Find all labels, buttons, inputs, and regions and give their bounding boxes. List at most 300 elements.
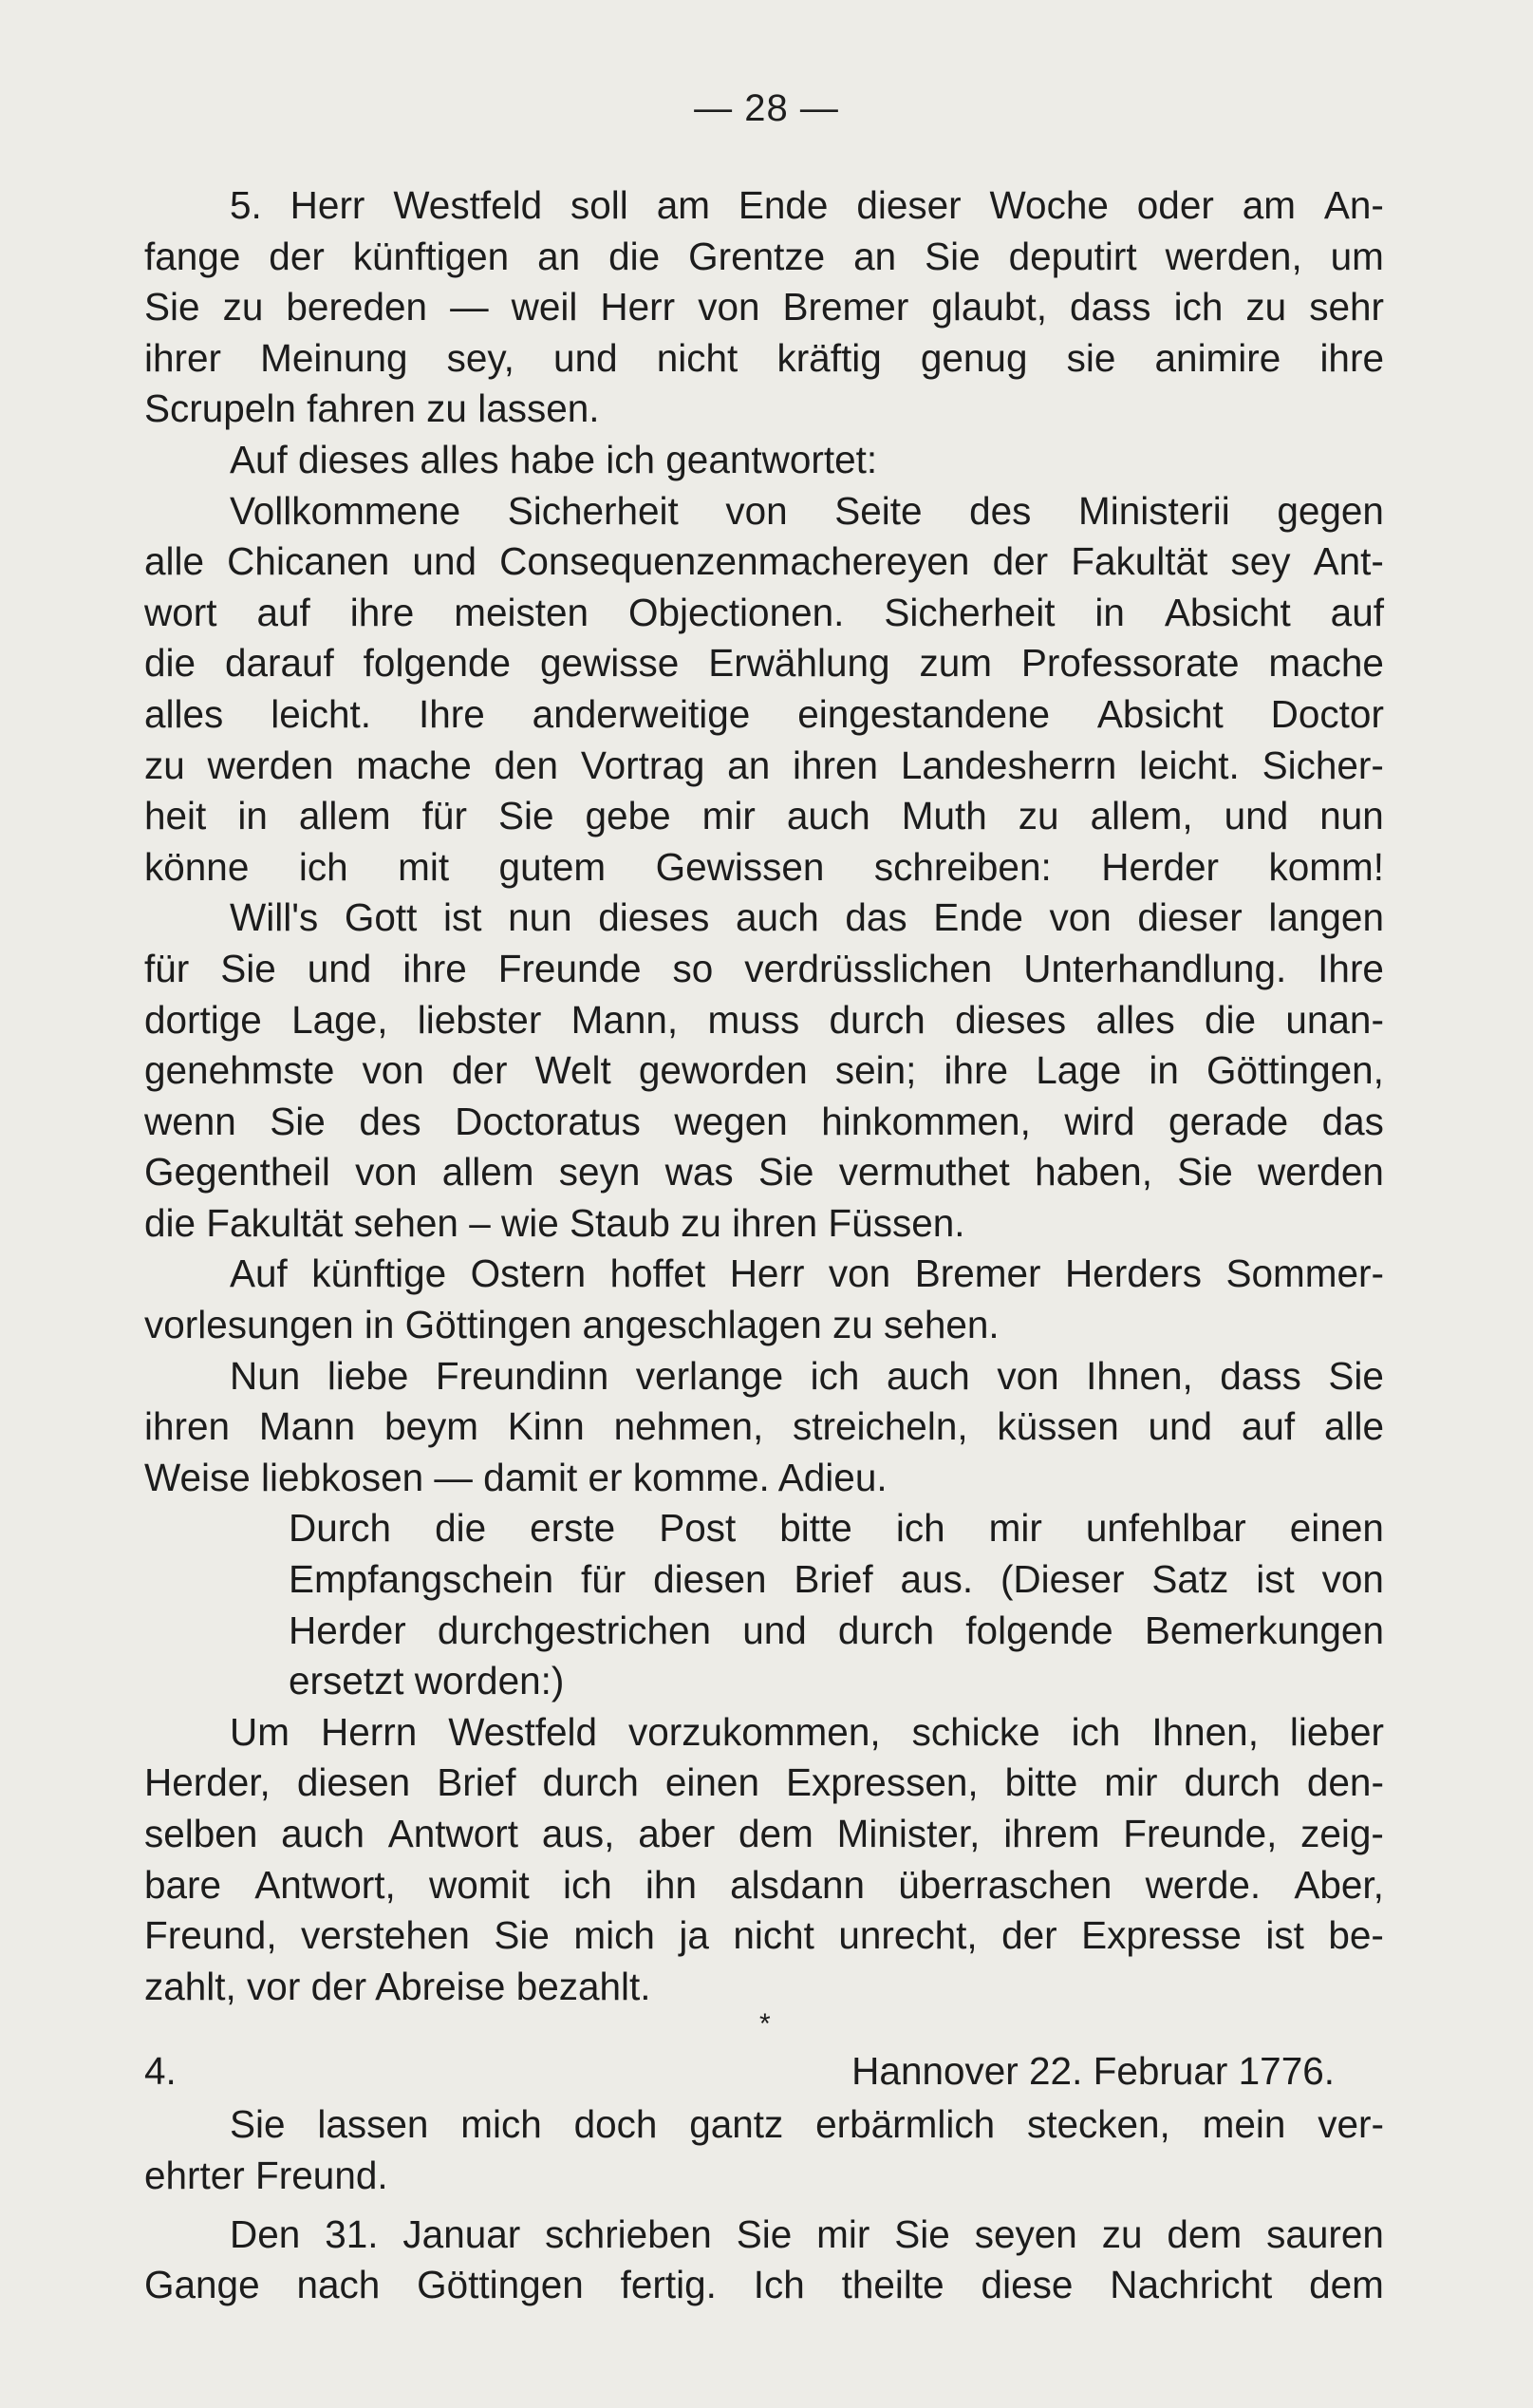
word: auch bbox=[281, 1812, 365, 1855]
word: Ihre bbox=[418, 691, 485, 736]
word: Sie bbox=[220, 946, 276, 990]
word: kräftig bbox=[776, 335, 882, 380]
word: leicht. bbox=[271, 691, 372, 736]
word: Vortrag bbox=[580, 743, 705, 787]
word: Ende bbox=[933, 895, 1023, 940]
text-line bbox=[144, 588, 1384, 639]
text-line bbox=[144, 180, 1384, 232]
word: Herder bbox=[289, 1608, 406, 1652]
word: Seite bbox=[834, 488, 923, 533]
word: allem bbox=[298, 794, 391, 838]
word: (Dieser bbox=[1000, 1557, 1125, 1602]
word: Ich bbox=[753, 2263, 805, 2307]
word: schreiben: bbox=[873, 844, 1052, 889]
word: fertig. bbox=[620, 2263, 717, 2307]
word: seyen bbox=[974, 2211, 1077, 2256]
word: werde. bbox=[1145, 1862, 1262, 1907]
word: dieses bbox=[598, 895, 710, 940]
word: mir bbox=[988, 1506, 1042, 1551]
word: wenn bbox=[144, 1099, 236, 1143]
word: ich bbox=[895, 1506, 945, 1551]
word: Kinn bbox=[507, 1404, 585, 1449]
word: Erwählung bbox=[708, 641, 890, 686]
word: dass bbox=[1069, 285, 1151, 329]
text-line bbox=[144, 791, 1384, 842]
word: stecken, bbox=[1026, 2102, 1170, 2147]
word: Westfeld bbox=[393, 183, 543, 227]
word: ja bbox=[679, 1913, 709, 1958]
word: und bbox=[553, 335, 618, 380]
word: zu bbox=[1245, 285, 1287, 329]
word: mein bbox=[1202, 2102, 1286, 2147]
word: und bbox=[742, 1608, 807, 1652]
word: allem, bbox=[1090, 794, 1193, 838]
paragraph-januar bbox=[144, 2210, 1384, 2311]
word: Woche bbox=[989, 183, 1109, 227]
word: Herr bbox=[600, 285, 676, 329]
word: nicht bbox=[656, 335, 738, 380]
text-line bbox=[144, 1351, 1384, 1402]
word: in bbox=[1094, 590, 1125, 634]
word: unfehlbar bbox=[1085, 1506, 1246, 1551]
word: muss bbox=[707, 997, 800, 1042]
text-line: ersetzt worden:) bbox=[289, 1659, 565, 1703]
word: oder bbox=[1136, 183, 1214, 227]
word: Ant- bbox=[1313, 539, 1384, 584]
word: nach bbox=[296, 2263, 381, 2307]
word: lassen bbox=[317, 2102, 429, 2147]
word: diese bbox=[981, 2263, 1074, 2307]
paragraph-wills-gott bbox=[144, 893, 1384, 1249]
word: an bbox=[853, 234, 897, 278]
word: Bremer bbox=[782, 285, 909, 329]
word: Westfeld bbox=[448, 1709, 598, 1754]
word: sie bbox=[1066, 335, 1116, 380]
word: nicht bbox=[733, 1913, 814, 1958]
word: aus, bbox=[541, 1812, 615, 1855]
word: diesen bbox=[296, 1760, 411, 1805]
paragraph-freundinn bbox=[144, 1351, 1384, 1504]
word: mich bbox=[460, 2102, 542, 2147]
word: Sicherheit bbox=[884, 590, 1056, 634]
word: langen bbox=[1268, 895, 1384, 940]
word: Göttingen, bbox=[1206, 1048, 1384, 1093]
word: Gott bbox=[344, 895, 418, 940]
word: Ihnen, bbox=[1151, 1709, 1259, 1754]
word: alsdann bbox=[730, 1862, 866, 1907]
paragraph-westfeld bbox=[144, 1707, 1384, 2013]
word: wird bbox=[1064, 1099, 1135, 1143]
paragraph-stecken bbox=[144, 2099, 1384, 2201]
word: streicheln, bbox=[793, 1404, 968, 1449]
word: Sie bbox=[1328, 1353, 1384, 1398]
text-line: Auf dieses alles habe ich geantwortet: bbox=[230, 437, 878, 481]
word: die bbox=[435, 1506, 487, 1551]
word: be- bbox=[1328, 1913, 1384, 1958]
word: Sie bbox=[144, 285, 200, 329]
word: Ihre bbox=[1318, 946, 1384, 990]
word: ich bbox=[1173, 285, 1224, 329]
word: Göttingen bbox=[417, 2263, 584, 2307]
text-line bbox=[144, 842, 1384, 894]
text-line bbox=[144, 1860, 1384, 1911]
word: der bbox=[1001, 1913, 1057, 1958]
word: gerade bbox=[1168, 1099, 1289, 1143]
word: auf bbox=[1330, 590, 1384, 634]
word: vermuthet bbox=[838, 1150, 1010, 1195]
word: um bbox=[1330, 234, 1384, 278]
word: Welt bbox=[534, 1048, 611, 1093]
word: Sie bbox=[497, 794, 554, 838]
word: Herder, bbox=[144, 1760, 271, 1805]
word: eingestandene bbox=[797, 691, 1050, 736]
text-line: ehrter Freund. bbox=[144, 2153, 388, 2197]
word: gewisse bbox=[539, 641, 680, 686]
word: Gewissen bbox=[655, 844, 825, 889]
word: Freunde, bbox=[1123, 1812, 1278, 1855]
word: folgende bbox=[363, 641, 512, 686]
word: den- bbox=[1306, 1760, 1384, 1805]
word: Nachricht bbox=[1110, 2263, 1273, 2307]
word: mir bbox=[816, 2211, 870, 2256]
word: zu bbox=[144, 743, 185, 787]
word: Bremer bbox=[914, 1251, 1041, 1296]
letter-place-date: Hannover 22. Februar 1776. bbox=[851, 2049, 1335, 2094]
word: — bbox=[450, 285, 489, 329]
word: von bbox=[1049, 895, 1112, 940]
word: Sie bbox=[230, 2102, 286, 2147]
word: Expresse bbox=[1081, 1913, 1242, 1958]
word: Sie bbox=[894, 2211, 950, 2256]
word: und bbox=[1224, 794, 1289, 838]
text-line bbox=[144, 282, 1384, 333]
word: könne bbox=[144, 844, 250, 889]
word: ich bbox=[1071, 1709, 1121, 1754]
word: gantz bbox=[689, 2102, 784, 2147]
word: Muth bbox=[901, 794, 987, 838]
paragraph-reply bbox=[144, 486, 1384, 894]
word: zu bbox=[1101, 2211, 1143, 2256]
word: dortige bbox=[144, 997, 262, 1042]
word: einen bbox=[664, 1760, 759, 1805]
word: Den bbox=[230, 2211, 301, 2256]
word: Expressen, bbox=[786, 1760, 979, 1805]
word: zum bbox=[919, 641, 992, 686]
word: Brief bbox=[437, 1760, 516, 1805]
word: die bbox=[608, 234, 661, 278]
word: weil bbox=[511, 285, 578, 329]
word: und bbox=[412, 539, 477, 584]
word: von bbox=[1321, 1557, 1384, 1602]
word: 5. bbox=[230, 183, 262, 227]
word: Mann bbox=[258, 1404, 356, 1449]
word: Januar bbox=[402, 2211, 521, 2256]
word: mir bbox=[1104, 1760, 1158, 1805]
word: ihre bbox=[349, 590, 415, 634]
word: zu bbox=[222, 285, 264, 329]
word: von bbox=[698, 285, 760, 329]
word: Will's bbox=[230, 895, 319, 940]
word: durch bbox=[542, 1760, 639, 1805]
word: Satz bbox=[1151, 1557, 1229, 1602]
word: mir bbox=[701, 794, 756, 838]
word: vorzukommen, bbox=[628, 1709, 881, 1754]
word: durch bbox=[829, 997, 925, 1042]
text-line bbox=[144, 638, 1384, 689]
word: ist bbox=[1256, 1557, 1295, 1602]
word: alle bbox=[144, 539, 205, 584]
word: sein; bbox=[834, 1048, 917, 1093]
word: Mann, bbox=[570, 997, 679, 1042]
word: ihre bbox=[1319, 335, 1384, 380]
word: verdrüsslichen bbox=[744, 946, 993, 990]
word: werden bbox=[1258, 1150, 1384, 1195]
word: werden, bbox=[1165, 234, 1302, 278]
word: Aber, bbox=[1294, 1862, 1384, 1907]
word: meisten bbox=[454, 590, 589, 634]
word: von bbox=[997, 1353, 1059, 1398]
word: selben bbox=[144, 1812, 258, 1855]
word: mit bbox=[398, 844, 450, 889]
word: Sie bbox=[1177, 1150, 1233, 1195]
word: nun bbox=[508, 895, 572, 940]
word: Unterhandlung. bbox=[1023, 946, 1287, 990]
word: bitte bbox=[1004, 1760, 1078, 1805]
word: werden bbox=[207, 743, 334, 787]
word: schrieben bbox=[545, 2211, 712, 2256]
word: der bbox=[992, 539, 1049, 584]
text-line bbox=[144, 893, 1384, 944]
word: Freundinn bbox=[435, 1353, 609, 1398]
text-line bbox=[144, 1045, 1384, 1097]
word: sehr bbox=[1309, 285, 1384, 329]
word: lieber bbox=[1289, 1709, 1384, 1754]
word: das bbox=[845, 895, 907, 940]
word: einen bbox=[1289, 1506, 1384, 1551]
word: Auf bbox=[230, 1251, 288, 1296]
word: mache bbox=[356, 743, 472, 787]
word: Landesherrn bbox=[900, 743, 1117, 787]
word: theilte bbox=[841, 2263, 944, 2307]
letter-header bbox=[144, 2046, 1384, 2099]
word: dem bbox=[1309, 2263, 1384, 2307]
word: gegen bbox=[1277, 488, 1384, 533]
text-line bbox=[144, 2099, 1384, 2151]
word: der bbox=[269, 234, 325, 278]
word: Herder bbox=[1101, 844, 1219, 889]
word: so bbox=[672, 946, 714, 990]
text-line bbox=[144, 1249, 1384, 1300]
word: hinkommen, bbox=[821, 1099, 1031, 1143]
word: gutem bbox=[498, 844, 607, 889]
text-line bbox=[144, 232, 1384, 283]
word: ich bbox=[810, 1353, 860, 1398]
word: Freund, bbox=[144, 1913, 277, 1958]
word: nehmen, bbox=[613, 1404, 764, 1449]
word: künftige bbox=[311, 1251, 447, 1296]
word: Vollkommene bbox=[230, 488, 461, 533]
word: die bbox=[1205, 997, 1257, 1042]
word: bereden bbox=[286, 285, 428, 329]
text-line bbox=[144, 944, 1384, 995]
word: bitte bbox=[779, 1506, 852, 1551]
word: an bbox=[537, 234, 581, 278]
word: ihren bbox=[144, 1404, 231, 1449]
word: dieser bbox=[856, 183, 962, 227]
word: ist bbox=[442, 895, 482, 940]
word: ihren bbox=[793, 743, 879, 787]
word: haben, bbox=[1035, 1150, 1152, 1195]
word: sey bbox=[1230, 539, 1291, 584]
word: erste bbox=[530, 1506, 616, 1551]
paragraph-ostern bbox=[144, 1249, 1384, 1350]
word: für bbox=[144, 946, 190, 990]
word: Absicht bbox=[1096, 691, 1224, 736]
word: auch bbox=[886, 1353, 970, 1398]
word: beym bbox=[383, 1404, 478, 1449]
word: des bbox=[969, 488, 1032, 533]
word: Herr bbox=[729, 1251, 805, 1296]
word: Ministerii bbox=[1077, 488, 1230, 533]
word: Herrn bbox=[320, 1709, 418, 1754]
text-line bbox=[144, 741, 1384, 792]
word: liebe bbox=[327, 1353, 409, 1398]
word: aber bbox=[638, 1812, 716, 1855]
word: dass bbox=[1220, 1353, 1301, 1398]
word: am bbox=[1242, 183, 1296, 227]
word: Doctor bbox=[1270, 691, 1384, 736]
text-line bbox=[144, 1910, 1384, 1962]
text-line bbox=[144, 536, 1384, 588]
word: von bbox=[828, 1251, 891, 1296]
word: Minister, bbox=[836, 1812, 981, 1855]
word: der bbox=[451, 1048, 508, 1093]
word: sey, bbox=[446, 335, 514, 380]
word: deputirt bbox=[1008, 234, 1137, 278]
text-line bbox=[144, 1707, 1384, 1759]
word: An- bbox=[1323, 183, 1384, 227]
word: auch bbox=[735, 895, 819, 940]
word: was bbox=[664, 1150, 734, 1195]
word: für bbox=[581, 1557, 626, 1602]
word: Antwort, bbox=[254, 1862, 396, 1907]
word: Bemerkungen bbox=[1144, 1608, 1384, 1652]
word: womit bbox=[429, 1862, 530, 1907]
word: gebe bbox=[585, 794, 671, 838]
word: schicke bbox=[911, 1709, 1040, 1754]
word: folgende bbox=[965, 1608, 1113, 1652]
word: Absicht bbox=[1164, 590, 1291, 634]
word: die bbox=[144, 641, 196, 686]
word: an bbox=[727, 743, 771, 787]
word: von bbox=[725, 488, 788, 533]
word: verlange bbox=[635, 1353, 784, 1398]
word: Sicherheit bbox=[507, 488, 679, 533]
asterisk-separator: * bbox=[759, 2008, 771, 2041]
word: Ostern bbox=[470, 1251, 587, 1296]
text-line bbox=[289, 1554, 1384, 1606]
text-line bbox=[144, 1402, 1384, 1453]
word: ich bbox=[298, 844, 348, 889]
word: komm! bbox=[1268, 844, 1384, 889]
word: durch bbox=[837, 1608, 935, 1652]
word: Nun bbox=[230, 1353, 301, 1398]
word: Meinung bbox=[260, 335, 408, 380]
word: auf bbox=[1241, 1404, 1296, 1449]
word: glaubt, bbox=[931, 285, 1047, 329]
word: ihre bbox=[402, 946, 467, 990]
text-line: zahlt, vor der Abreise bezahlt. bbox=[144, 1964, 651, 2008]
word: Doctoratus bbox=[455, 1099, 641, 1143]
word: dem bbox=[738, 1812, 813, 1855]
word: Antwort bbox=[387, 1812, 519, 1855]
word: mache bbox=[1268, 641, 1384, 686]
word: aus. bbox=[900, 1557, 974, 1602]
text-line bbox=[144, 1097, 1384, 1148]
paragraph-item-5 bbox=[144, 180, 1384, 435]
word: erbärmlich bbox=[815, 2102, 996, 2147]
word: ihre bbox=[944, 1048, 1009, 1093]
text-line: Weise liebkosen — damit er komme. Adieu. bbox=[144, 1455, 888, 1499]
word: dem bbox=[1167, 2211, 1243, 2256]
word: von bbox=[362, 1048, 424, 1093]
word: ihrer bbox=[144, 335, 222, 380]
word: ich bbox=[562, 1862, 612, 1907]
word: Herr bbox=[290, 183, 365, 227]
word: allem bbox=[441, 1150, 534, 1195]
word: Ende bbox=[738, 183, 829, 227]
word: auch bbox=[786, 794, 870, 838]
word: soll bbox=[570, 183, 628, 227]
body-text bbox=[144, 180, 1384, 2311]
word: bare bbox=[144, 1862, 222, 1907]
word: alles bbox=[144, 691, 224, 736]
word: Fakultät bbox=[1071, 539, 1208, 584]
word: Sie bbox=[925, 234, 981, 278]
letter-number: 4. bbox=[144, 2049, 177, 2094]
word: ist bbox=[1265, 1913, 1304, 1958]
word: alle bbox=[1323, 1404, 1384, 1449]
word: zu bbox=[1018, 794, 1059, 838]
word: Gange bbox=[144, 2263, 260, 2307]
word: in bbox=[237, 794, 268, 838]
word: künftigen bbox=[352, 234, 510, 278]
word: Sie bbox=[757, 1150, 814, 1195]
text-line: Scrupeln fahren zu lassen. bbox=[144, 386, 600, 431]
word: Objectionen. bbox=[628, 590, 845, 634]
word: wort bbox=[144, 590, 217, 634]
text-line bbox=[289, 1503, 1384, 1554]
word: diesen bbox=[653, 1557, 767, 1602]
word: küssen bbox=[997, 1404, 1119, 1449]
text-line bbox=[144, 995, 1384, 1046]
word: den bbox=[494, 743, 559, 787]
text-line bbox=[144, 2210, 1384, 2261]
word: Empfangschein bbox=[289, 1557, 554, 1602]
text-line bbox=[289, 1606, 1384, 1657]
paragraph-reply-intro bbox=[144, 435, 1384, 486]
word: Sie bbox=[494, 1913, 550, 1958]
word: Um bbox=[230, 1709, 290, 1754]
page-number: — 28 — bbox=[694, 87, 839, 129]
word: 31. bbox=[325, 2211, 379, 2256]
word: und bbox=[1148, 1404, 1213, 1449]
word: genug bbox=[920, 335, 1028, 380]
word: ihrem bbox=[1003, 1812, 1100, 1855]
text-line: die Fakultät sehen – wie Staub zu ihren Füssen. bbox=[144, 1200, 965, 1245]
word: liebster bbox=[417, 997, 542, 1042]
text-line bbox=[144, 333, 1384, 385]
